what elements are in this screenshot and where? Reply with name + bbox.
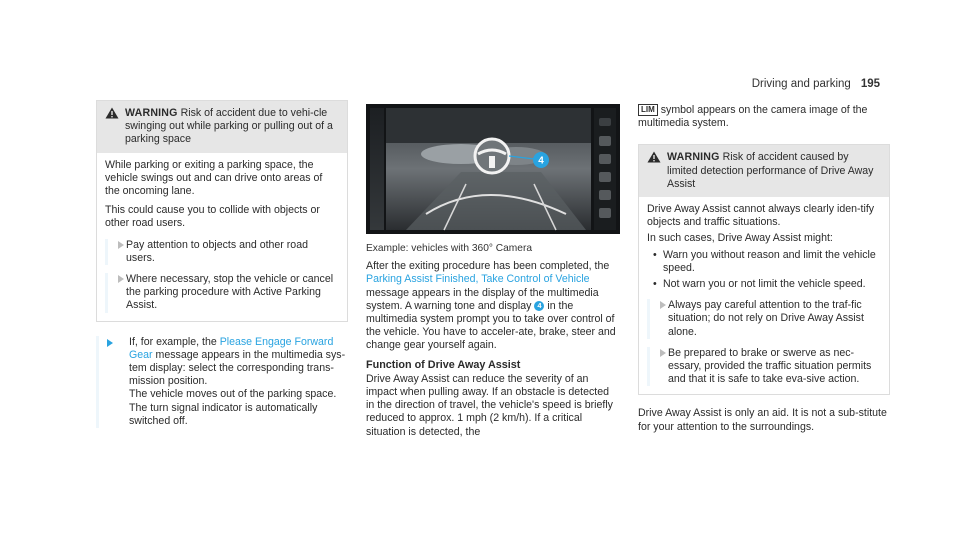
column-left	[96, 100, 348, 428]
instruction-item	[647, 299, 881, 339]
section-title: Driving and parking	[751, 78, 851, 90]
list-item: • Warn you without reason and limit the vehicle speed.	[647, 249, 881, 275]
message-link[interactable]: Please Engage Forward Gear	[129, 335, 334, 361]
arrow-icon	[660, 349, 666, 357]
warning-title: WARNING	[667, 151, 720, 164]
column-right	[638, 104, 890, 434]
column-middle	[366, 104, 620, 439]
step-text: message appears in the multimedia sys-tem display: select the corresponding trans-mission position.	[129, 348, 346, 388]
warning-text: In such cases, Drive Away Assist might:	[647, 232, 833, 245]
warning-heading: Risk of accident caused by limited detection performance of Drive Away Assist	[667, 151, 874, 190]
image-caption: Example: vehicles with 360° Camera	[366, 243, 533, 254]
page-number: 195	[860, 78, 880, 90]
warning-icon	[105, 107, 119, 119]
paragraph	[366, 260, 620, 352]
instruction-item	[105, 273, 339, 313]
step-text: The vehicle moves out of the parking space.	[129, 388, 337, 401]
warning-box	[638, 144, 890, 395]
warning-box	[96, 100, 348, 322]
arrow-icon	[118, 275, 124, 283]
arrow-icon	[118, 241, 124, 249]
paragraph	[638, 104, 890, 130]
message-link[interactable]: Parking Assist Finished, Take Control of Vehicle	[366, 273, 590, 286]
step-text: The turn signal indicator is automatically switched off.	[129, 401, 318, 427]
warning-text: Drive Away Assist cannot always clearly iden-tify objects and traffic situations.	[647, 203, 875, 229]
warning-heading: Risk of accident due to vehi-cle swinging out while parking or pulling out of a parking space	[125, 107, 333, 146]
instruction-text: Where necessary, stop the vehicle or cancel the parking procedure with Active Parking Assist.	[126, 273, 334, 312]
instruction-item	[647, 347, 881, 387]
lim-symbol-icon: LIM	[638, 104, 658, 116]
warning-title: WARNING	[125, 107, 178, 119]
paragraph: Drive Away Assist can reduce the severity of an impact when pulling away. If an obstacle is detected in the direction of travel, the vehicle's speed is briefly reduced to approx. 1 mph (2 km/h). If a critical situation is detected, the	[366, 372, 613, 438]
instruction-text: Pay attention to objects and other road users.	[126, 238, 308, 264]
arrow-icon	[107, 339, 113, 347]
camera-image	[366, 104, 620, 234]
paragraph-text: message appears in the display of the multimedia system. A warning tone and display	[366, 286, 599, 312]
warning-body	[97, 153, 347, 321]
warning-text: While parking or exiting a parking space, the vehicle swings out and can drive onto areas of the oncoming lane.	[105, 158, 323, 198]
paragraph: Drive Away Assist is only an aid. It is not a sub-stitute for your attention to the surroundings.	[638, 407, 887, 433]
paragraph-text: in the multimedia system prompt you to take over control of the vehicle. You have to acceler-ate, brake, steer and change gear yourself again.	[366, 299, 616, 352]
camera-view-illustration	[366, 104, 620, 234]
paragraph-text: symbol appears on the camera image of the multimedia system.	[638, 104, 868, 130]
instruction-item	[105, 239, 339, 265]
paragraph-text: After the exiting procedure has been completed, the	[366, 260, 610, 273]
list-item: • Not warn you or not limit the vehicle speed.	[647, 278, 881, 291]
warning-body	[639, 197, 889, 394]
instruction-text: Always pay careful attention to the traf-fic situation; do not rely on Drive Away Assist alone.	[668, 299, 864, 338]
instruction-text: Be prepared to brake or swerve as nec-essary, provided the traffic situation permits and that it is safe to take eva-sive action.	[668, 346, 872, 386]
callout-badge: 4	[534, 301, 544, 311]
step-text: If, for example, the	[129, 335, 220, 348]
arrow-icon	[660, 301, 666, 309]
page-header	[752, 78, 880, 90]
warning-text: This could cause you to collide with objects or other road users.	[105, 204, 320, 230]
warning-header	[639, 145, 889, 197]
section-heading: Function of Drive Away Assist	[366, 358, 521, 371]
image-callout-label: 4	[538, 155, 544, 167]
warning-header	[97, 101, 347, 153]
warning-icon	[647, 151, 661, 163]
instruction-step	[96, 336, 348, 428]
